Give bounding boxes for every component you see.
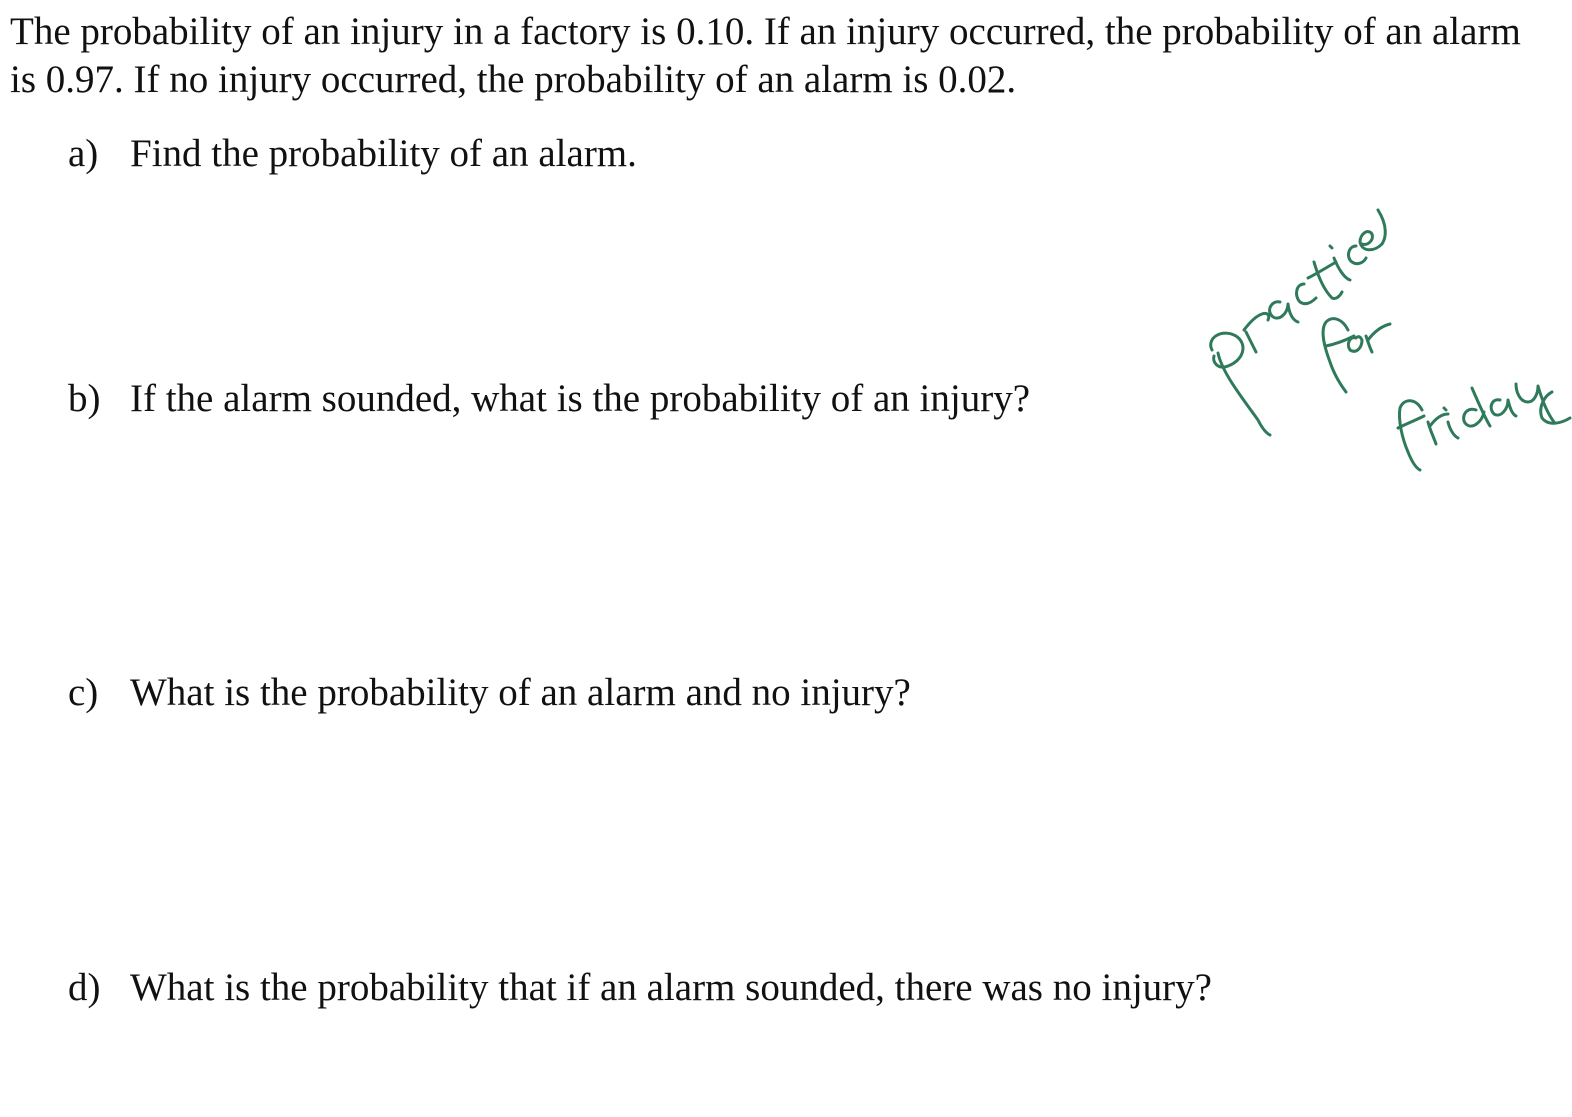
problem-statement xyxy=(10,8,1570,104)
question-a xyxy=(68,130,637,178)
question-d xyxy=(68,964,1212,1012)
question-a-text: Find the probability of an alarm. xyxy=(130,132,637,175)
question-d-label: d) xyxy=(68,966,101,1009)
question-b-text: If the alarm sounded, what is the probability of an injury? xyxy=(130,377,1031,420)
question-b-label: b) xyxy=(68,377,101,420)
question-d-text: What is the probability that if an alarm sounded, there was no injury? xyxy=(130,966,1212,1009)
handwritten-word-friday xyxy=(1398,384,1570,470)
handwritten-word-practice xyxy=(1211,210,1386,435)
problem-statement-line-2: is 0.97. If no injury occurred, the probability of an alarm is 0.02. xyxy=(10,58,1017,101)
handwritten-word-for xyxy=(1323,319,1390,392)
question-c xyxy=(68,669,911,717)
problem-statement-line-1: The probability of an injury in a factory is 0.10. If an injury occurred, the probability of an alarm xyxy=(10,10,1521,53)
question-c-label: c) xyxy=(68,671,99,714)
question-c-text: What is the probability of an alarm and no injury? xyxy=(130,671,911,714)
question-b xyxy=(68,375,1030,423)
question-a-label: a) xyxy=(68,132,99,175)
